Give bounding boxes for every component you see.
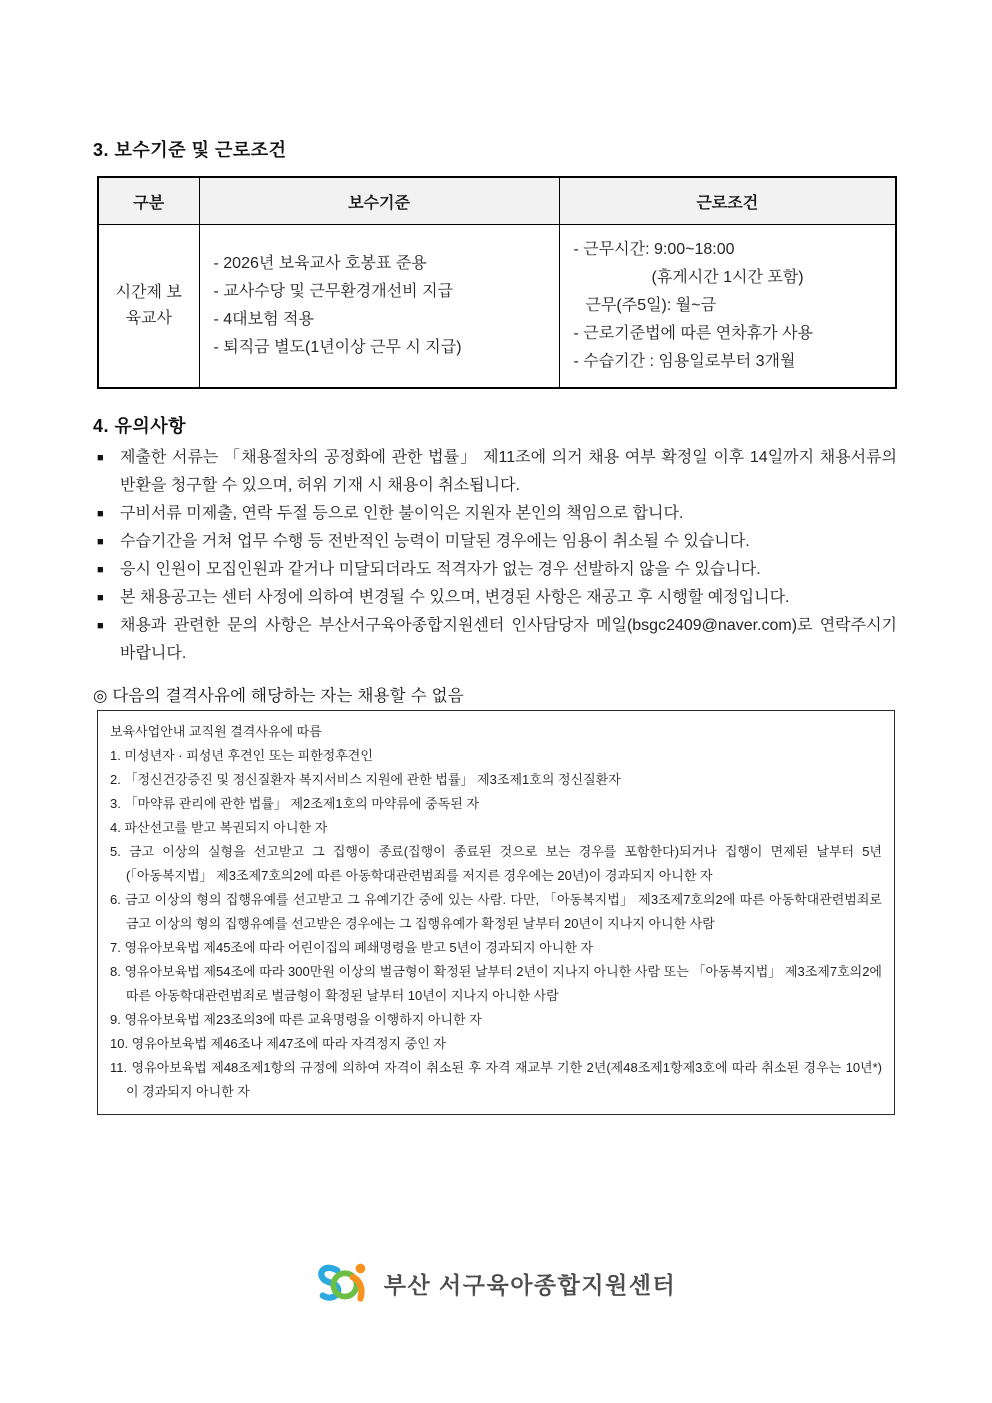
column-header-work: 근로조건 [559, 177, 896, 225]
square-bullet-icon: ■ [97, 536, 104, 548]
logo-text: 부산 서구육아종합지원센터 [383, 1271, 677, 1298]
disqualification-item: 5. 금고 이상의 실형을 선고받고 그 집행이 종료(집행이 종료된 것으로 보는 경우를 포함한다)되거나 집행이 면제된 날부터 5년(「아동복지법」 제3조제7호의2에 따른 아동학대관련범죄를 저지른 경우에는 20년)이 경과되지 아니한 자 [110, 844, 882, 883]
note-text: 수습기간을 거쳐 업무 수행 등 전반적인 능력이 미달된 경우에는 임용이 취소될 수 있습니다. [120, 533, 750, 550]
disqualification-item: 2. 「정신건강증진 및 정신질환자 복지서비스 지원에 관한 법률」 제3조제1호의 정신질환자 [110, 772, 621, 787]
note-item [97, 612, 897, 668]
square-bullet-icon: ■ [97, 452, 104, 464]
cell-work-conditions [559, 225, 896, 389]
center-logo [0, 1258, 992, 1308]
square-bullet-icon: ■ [97, 620, 104, 632]
note-item [97, 444, 897, 500]
work-item: (휴게시간 1시간 포함) [651, 269, 804, 286]
disqualification-item: 4. 파산선고를 받고 복권되지 아니한 자 [110, 820, 328, 835]
disqualification-item: 3. 「마약류 관리에 관한 법률」 제2조제1호의 마약류에 중독된 자 [110, 796, 480, 811]
disqualification-box [97, 710, 895, 1115]
note-item [97, 556, 897, 584]
cell-pay-standards [199, 225, 559, 389]
section3-title: 3. 보수기준 및 근로조건 [93, 140, 287, 160]
work-item: 근무(주5일): 월~금 [585, 297, 717, 314]
note-item [97, 500, 897, 528]
column-header-category: 구분 [98, 177, 199, 225]
logo-orange-dot [355, 1264, 365, 1274]
disqualification-item: 7. 영유아보육법 제45조에 따라 어린이집의 폐쇄명령을 받고 5년이 경과되지 아니한 자 [110, 940, 594, 955]
disqualification-intro: 보육사업안내 교직원 결격사유에 따름 [110, 724, 322, 739]
disqualification-item: 8. 영유아보육법 제54조에 따라 300만원 이상의 벌금형이 확정된 날부터 2년이 지나지 아니한 사람 또는 「아동복지법」 제3조제7호의2에 따른 아동학대관련범죄로 벌금형이 확정된 날부터 10년이 지나지 아니한 사람 [110, 964, 882, 1003]
notes-list [97, 444, 897, 668]
disqualification-item: 9. 영유아보육법 제23조의3에 따른 교육명령을 이행하지 아니한 자 [110, 1012, 482, 1027]
cell-category: 시간제 보육교사 [98, 225, 199, 389]
note-text: 제출한 서류는 「채용절차의 공정화에 관한 법률」 제11조에 의거 채용 여부 확정일 이후 14일까지 채용서류의 반환을 청구할 수 있으며, 허위 기재 시 채용이 취소됩니다. [120, 449, 897, 494]
pay-item: - 교사수당 및 근무환경개선비 지급 [213, 283, 453, 300]
compensation-table [97, 176, 897, 389]
sci-logo-icon [316, 1258, 374, 1308]
table-header-row [98, 177, 896, 225]
disqualification-item: 11. 영유아보육법 제48조제1항의 규정에 의하여 자격이 취소된 후 자격 재교부 기한 2년(제48조제1항제3호에 따라 취소된 경우는 10년*)이 경과되지 아니한 자 [110, 1060, 882, 1099]
column-header-pay: 보수기준 [199, 177, 559, 225]
disqualification-item: 6. 금고 이상의 형의 집행유예를 선고받고 그 유예기간 중에 있는 사람. 다만, 「아동복지법」 제3조제7호의2에 따른 아동학대관련범죄로 금고 이상의 형의 집행유예를 선고받은 경우에는 그 집행유예가 확정된 날부터 20년이 지나지 아니한 사람 [110, 892, 882, 931]
square-bullet-icon: ■ [97, 564, 104, 576]
square-bullet-icon: ■ [97, 592, 104, 604]
work-item: - 수습기간 : 임용일로부터 3개월 [573, 353, 796, 370]
note-text: 채용과 관련한 문의 사항은 부산서구육아종합지원센터 인사담당자 메일(bsgc2409@naver.com)로 연락주시기 바랍니다. [120, 617, 897, 662]
note-text: 응시 인원이 모집인원과 같거나 미달되더라도 적격자가 없는 경우 선발하지 않을 수 있습니다. [120, 561, 761, 578]
section4-title: 4. 유의사항 [93, 416, 187, 436]
table-row [98, 225, 896, 389]
work-item: - 근로기준법에 따른 연차휴가 사용 [573, 325, 813, 342]
disqualification-item: 10. 영유아보육법 제46조나 제47조에 따라 자격정지 중인 자 [110, 1036, 446, 1051]
square-bullet-icon: ■ [97, 508, 104, 520]
note-text: 본 채용공고는 센터 사정에 의하여 변경될 수 있으며, 변경된 사항은 재공고 후 시행할 예정입니다. [120, 589, 790, 606]
work-item: - 근무시간: 9:00~18:00 [573, 241, 735, 258]
note-text: 구비서류 미제출, 연락 두절 등으로 인한 불이익은 지원자 본인의 책임으로 합니다. [120, 505, 684, 522]
note-item [97, 584, 897, 612]
pay-item: - 4대보험 적용 [213, 311, 314, 328]
disqualification-heading: ◎ 다음의 결격사유에 해당하는 자는 채용할 수 없음 [93, 687, 464, 705]
note-item [97, 528, 897, 556]
disqualification-item: 1. 미성년자 · 피성년 후견인 또는 피한정후견인 [110, 748, 373, 763]
pay-item: - 2026년 보육교사 호봉표 준용 [213, 255, 427, 272]
pay-item: - 퇴직금 별도(1년이상 근무 시 지급) [213, 339, 462, 356]
